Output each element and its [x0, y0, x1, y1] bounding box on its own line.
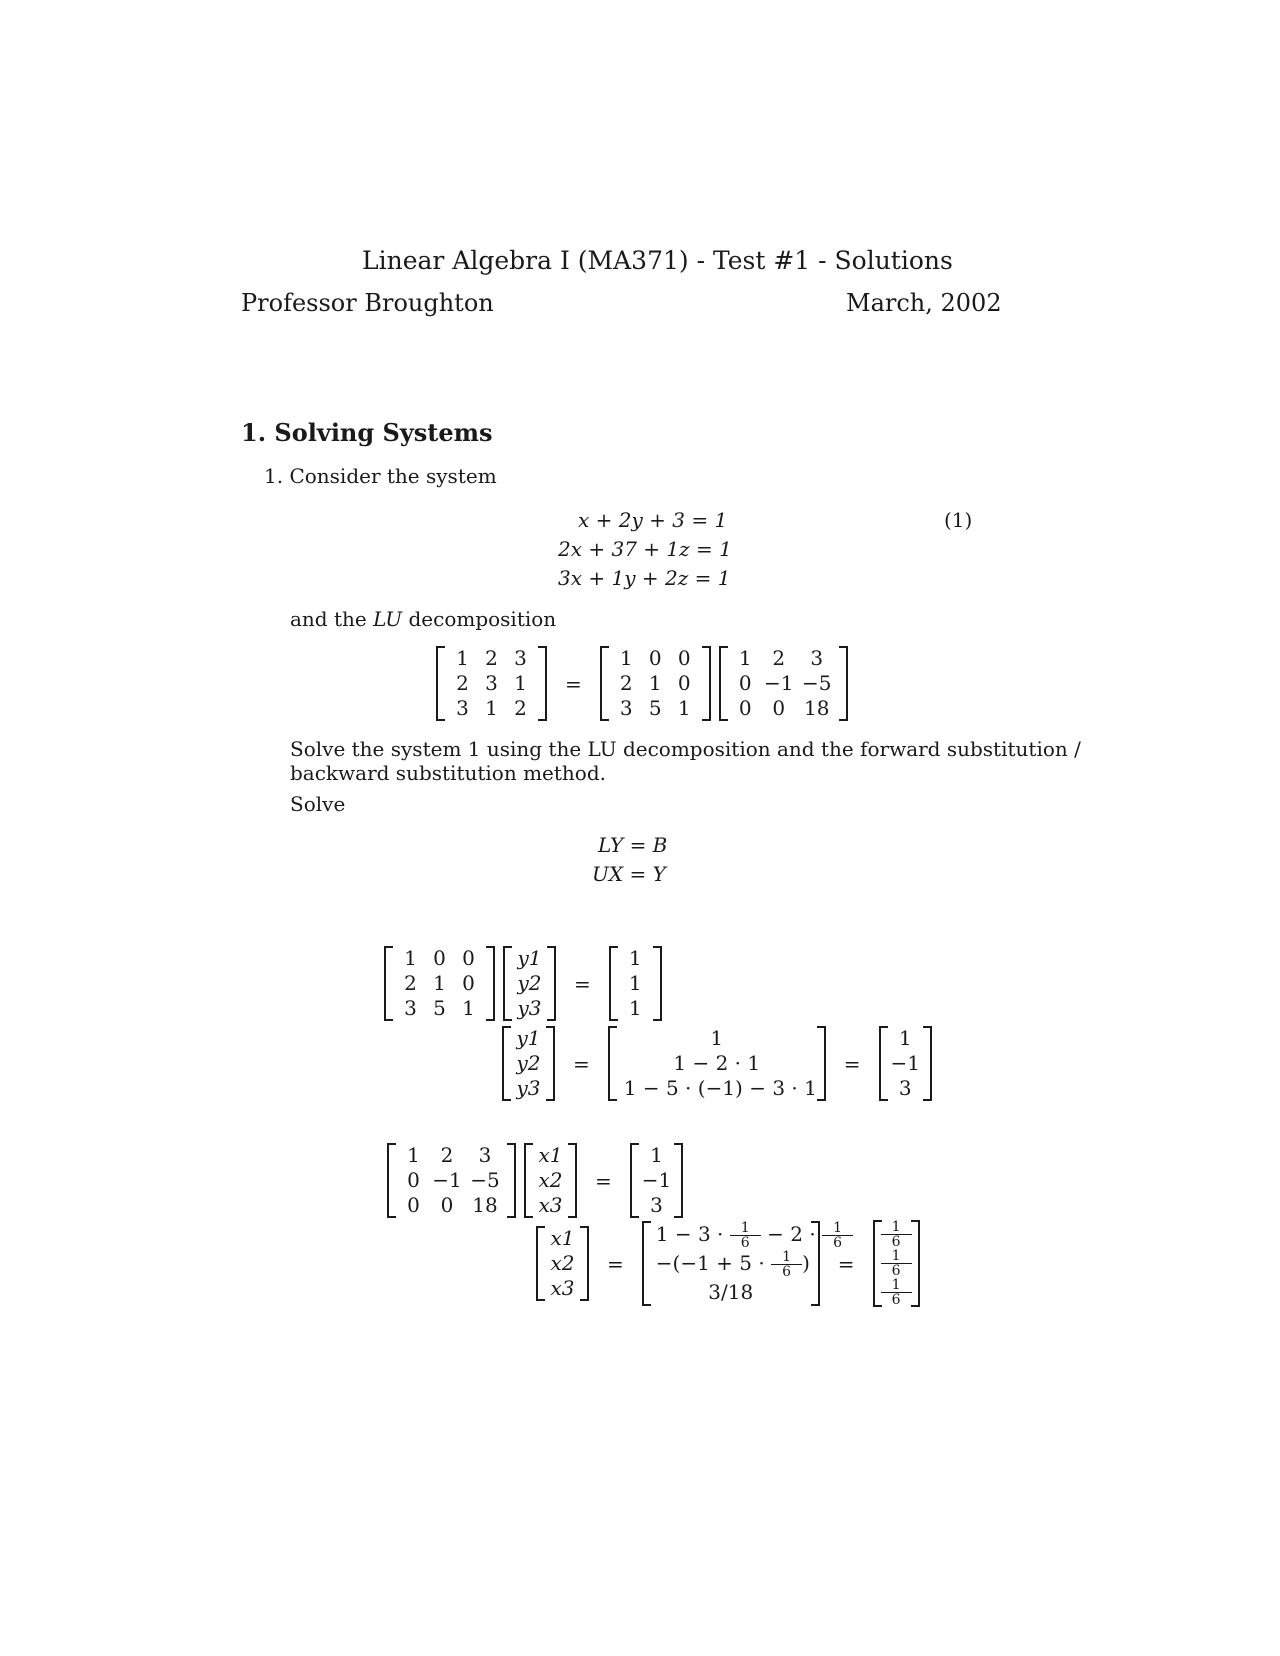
equation-ux-y: UX = Y: [592, 862, 666, 886]
matrix-l-2: 1 0 0 2 1 0 3 5 1: [384, 946, 495, 1021]
vector-y-2: y1 y2 y3: [502, 1026, 555, 1101]
equals-sign: =: [607, 1251, 624, 1276]
document-title: Linear Algebra I (MA371) - Test #1 - Solutions: [362, 246, 953, 275]
solve-label: Solve: [290, 792, 346, 816]
y-steps: 1 1 − 2 · 1 1 − 5 · (−1) − 3 · 1: [608, 1026, 826, 1101]
matrix-a: 1 2 3 2 3 1 3 1 2: [436, 646, 547, 721]
lu-decomposition: [432, 646, 852, 721]
system-eq-1: x + 2y + 3 = 1: [578, 508, 728, 532]
equation-number: (1): [944, 508, 973, 532]
task-line-2: backward substitution method.: [290, 761, 607, 785]
matrix-u-2: 1 2 3 0 −1 −5 0 0 18: [387, 1143, 516, 1218]
x-steps: 1 − 3 · $\frac{1}{6}$ − 2 · $\frac{1}{6}$ −(−1 + 5 · $\frac{1}{6}$ ) 3/18: [642, 1221, 820, 1306]
vector-y: y1 y2 y3: [503, 946, 556, 1021]
forward-substitution-solution: [498, 1026, 936, 1101]
date: March, 2002: [846, 289, 1002, 317]
matrix-u: 1 2 3 0 −1 −5 0 0 18: [719, 646, 848, 721]
equals-sign: =: [573, 1051, 590, 1076]
forward-substitution-system: [380, 946, 666, 1021]
lu-text-suffix: decomposition: [402, 607, 557, 631]
system-eq-2: 2x + 37 + 1z = 1: [558, 537, 732, 561]
backward-substitution-system: [383, 1143, 687, 1218]
backward-substitution-solution: [532, 1220, 924, 1307]
equals-sign: =: [565, 671, 582, 696]
lu-text-italic: LU: [373, 607, 403, 631]
system-eq-3: 3x + 1y + 2z = 1: [558, 566, 731, 590]
matrix-l: 1 0 0 2 1 0 3 5 1: [600, 646, 711, 721]
vector-x-2: x1 x2 x3: [536, 1226, 589, 1301]
task-line-1: Solve the system 1 using the LU decomposition and the forward substitution /: [290, 737, 1081, 761]
author: Professor Broughton: [241, 289, 494, 317]
lu-text-prefix: and the: [290, 607, 374, 631]
vector-x: x1 x2 x3: [524, 1143, 577, 1218]
equals-sign: =: [837, 1251, 855, 1276]
y-result-2: 1 −1 3: [630, 1143, 683, 1218]
x-result: $\frac{1}{6}$ $\frac{1}{6}$ $\frac{1}{6}$: [873, 1220, 920, 1307]
vector-b: 1 1 1: [609, 946, 662, 1021]
section-heading: 1. Solving Systems: [241, 418, 493, 447]
equals-sign: =: [574, 971, 591, 996]
equation-ly-b: LY = B: [598, 833, 668, 857]
equals-sign: =: [843, 1051, 861, 1076]
y-result: 1 −1 3: [879, 1026, 932, 1101]
problem-intro: 1. Consider the system: [264, 464, 497, 488]
lu-text: [290, 607, 556, 631]
equals-sign: =: [595, 1168, 612, 1193]
